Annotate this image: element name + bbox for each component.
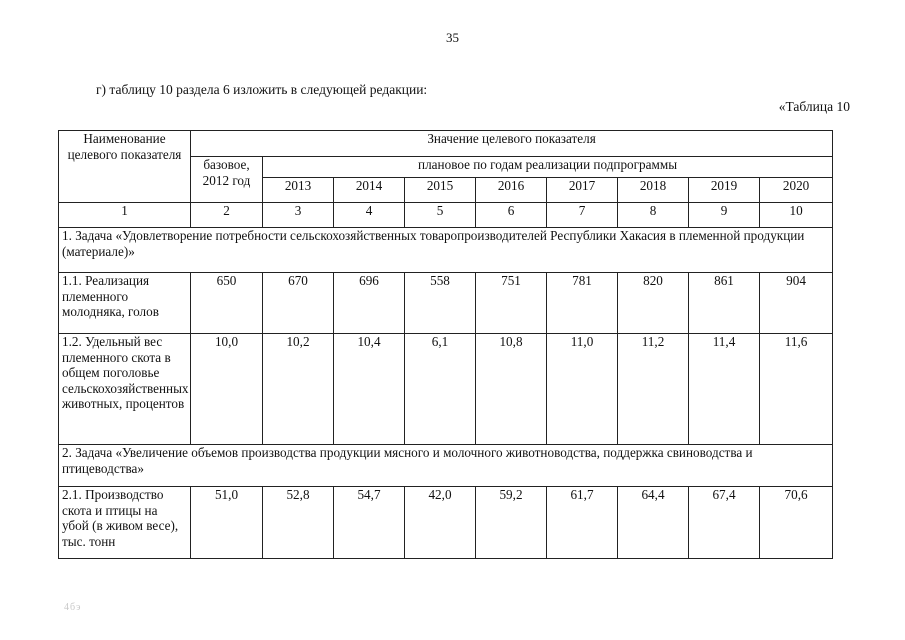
task-row-2: [59, 445, 833, 487]
table-row: [59, 487, 833, 559]
task-row-1: [59, 228, 833, 273]
indicator-value: 751: [476, 273, 547, 334]
indicator-value: 11,2: [618, 334, 689, 445]
indicator-value: 54,7: [334, 487, 405, 559]
indicator-value: 904: [760, 273, 833, 334]
indicator-value: 11,6: [760, 334, 833, 445]
header-row-1: [59, 131, 833, 157]
indicator-value: 650: [191, 273, 263, 334]
column-number-row: [59, 203, 833, 228]
header-year: 2016: [476, 178, 547, 203]
intro-text: г) таблицу 10 раздела 6 изложить в следующей редакции:: [96, 82, 428, 97]
header-base-year: базовое, 2012 год: [191, 157, 263, 203]
indicator-value: 10,0: [191, 334, 263, 445]
indicator-value: 10,8: [476, 334, 547, 445]
header-year: 2014: [334, 178, 405, 203]
header-year: 2017: [547, 178, 618, 203]
indicator-value: 70,6: [760, 487, 833, 559]
column-number: 5: [405, 203, 476, 228]
indicator-name: 1.2. Удельный вес племенного скота в общем поголовье сельскохозяйственных животных, процентов: [59, 334, 191, 445]
header-year: 2015: [405, 178, 476, 203]
table-row: [59, 273, 833, 334]
indicator-value: 861: [689, 273, 760, 334]
task-2-text: 2. Задача «Увеличение объемов производства продукции мясного и молочного животноводства, поддержка свиноводства и птицеводства»: [59, 445, 833, 487]
indicator-value: 59,2: [476, 487, 547, 559]
table-row: [59, 334, 833, 445]
header-year: 2020: [760, 178, 833, 203]
column-number: 4: [334, 203, 405, 228]
column-number: 2: [191, 203, 263, 228]
indicator-value: 820: [618, 273, 689, 334]
indicator-value: 781: [547, 273, 618, 334]
header-value-group: Значение целевого показателя: [191, 131, 833, 157]
indicator-value: 67,4: [689, 487, 760, 559]
header-indicator-name: Наименование целевого показателя: [59, 131, 191, 203]
indicator-value: 64,4: [618, 487, 689, 559]
header-planned-group: плановое по годам реализации подпрограммы: [263, 157, 833, 178]
indicator-value: 558: [405, 273, 476, 334]
table-caption: «Таблица 10: [778, 99, 850, 114]
column-number: 7: [547, 203, 618, 228]
faint-stamp: 4бэ: [64, 602, 82, 613]
column-number: 3: [263, 203, 334, 228]
indicator-value: 696: [334, 273, 405, 334]
header-year: 2013: [263, 178, 334, 203]
indicator-value: 52,8: [263, 487, 334, 559]
indicator-name: 1.1. Реализация племенного молодняка, голов: [59, 273, 191, 334]
indicator-value: 10,4: [334, 334, 405, 445]
indicator-name: 2.1. Производство скота и птицы на убой (в живом весе), тыс. тонн: [59, 487, 191, 559]
column-number: 8: [618, 203, 689, 228]
target-indicators-table: [58, 130, 833, 559]
header-year: 2019: [689, 178, 760, 203]
column-number: 10: [760, 203, 833, 228]
indicator-value: 61,7: [547, 487, 618, 559]
column-number: 6: [476, 203, 547, 228]
task-1-text: 1. Задача «Удовлетворение потребности сельскохозяйственных товаропроизводителей Республики Хакасия в племенной продукции (материале)»: [59, 228, 833, 273]
column-number: 1: [59, 203, 191, 228]
indicator-value: 42,0: [405, 487, 476, 559]
indicator-value: 11,0: [547, 334, 618, 445]
indicator-value: 670: [263, 273, 334, 334]
indicator-value: 11,4: [689, 334, 760, 445]
indicator-value: 51,0: [191, 487, 263, 559]
header-year: 2018: [618, 178, 689, 203]
page-number: 35: [446, 30, 459, 45]
column-number: 9: [689, 203, 760, 228]
indicator-value: 6,1: [405, 334, 476, 445]
indicator-value: 10,2: [263, 334, 334, 445]
